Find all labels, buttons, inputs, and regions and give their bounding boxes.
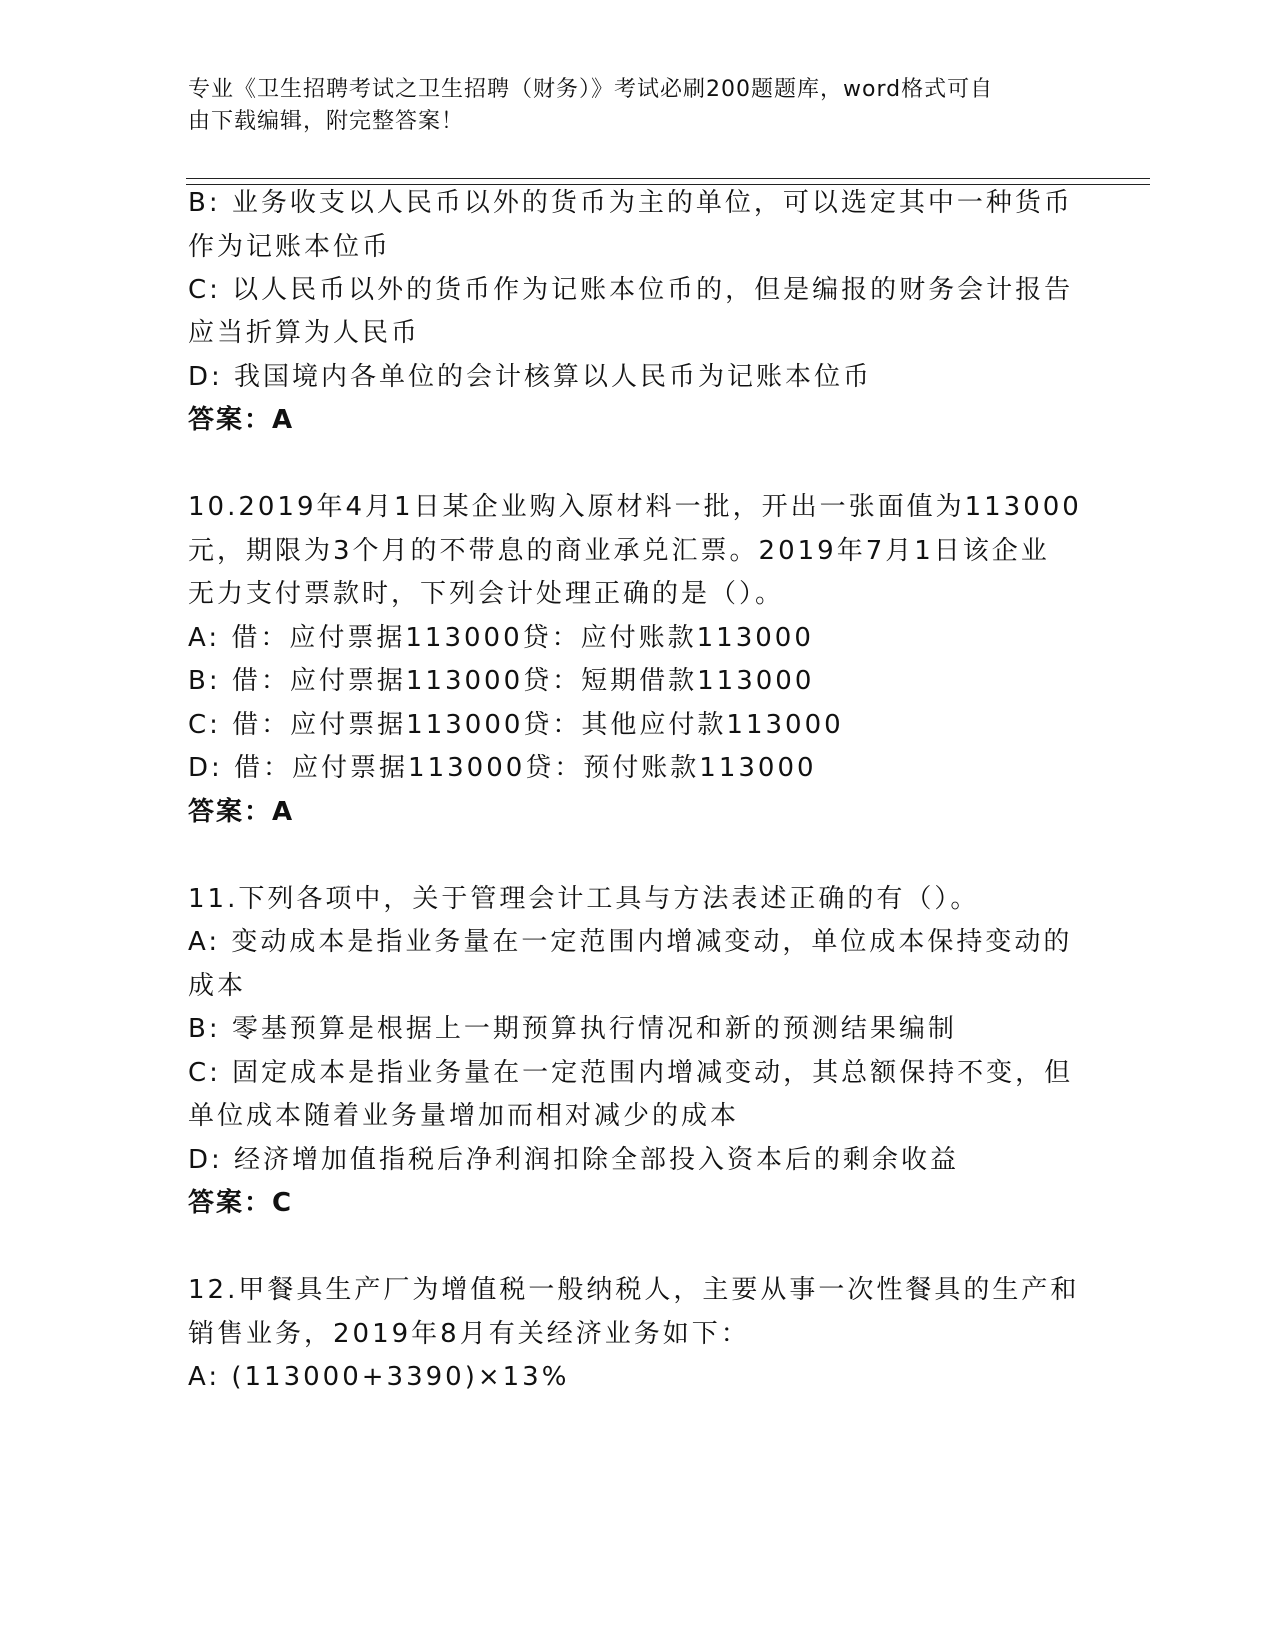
- q9-option-c-line-2: 应当折算为人民币: [188, 318, 421, 348]
- q11-option-c-line-2: 单位成本随着业务量增加而相对减少的成本: [188, 1101, 740, 1131]
- header-title-line-1: 专业《卫生招聘考试之卫生招聘（财务）》考试必刷200题题库，word格式可自: [188, 77, 994, 102]
- q11-option-d: D: 经济增加值指税后净利润扣除全部投入资本后的剩余收益: [188, 1145, 960, 1175]
- header-divider-bottom: [186, 184, 1150, 185]
- q10-option-b: B: 借：应付票据113000贷：短期借款113000: [188, 666, 815, 696]
- q11-option-a-line-2: 成本: [188, 971, 247, 1001]
- q10-stem-line-2: 元，期限为3个月的不带息的商业承兑汇票。2019年7月1日该企业: [188, 536, 1050, 566]
- q10-option-a: A: 借：应付票据113000贷：应付账款113000: [188, 623, 814, 653]
- header-title-line-2: 由下载编辑，附完整答案！: [188, 109, 465, 134]
- q10-option-d: D: 借：应付票据113000贷：预付账款113000: [188, 753, 817, 783]
- q12-stem-line-2: 销售业务，2019年8月有关经济业务如下：: [188, 1319, 750, 1349]
- q11-stem: 11.下列各项中，关于管理会计工具与方法表述正确的有（）。: [188, 884, 980, 914]
- q12-option-a: A: (113000+3390)×13%: [188, 1362, 570, 1392]
- q11-option-c-line-1: C: 固定成本是指业务量在一定范围内增减变动，其总额保持不变，但: [188, 1058, 1074, 1088]
- q9-answer: 答案：A: [188, 405, 295, 435]
- q9-option-c-line-1: C: 以人民币以外的货币作为记账本位币的，但是编报的财务会计报告: [188, 275, 1074, 305]
- q11-option-b: B: 零基预算是根据上一期预算执行情况和新的预测结果编制: [188, 1014, 957, 1044]
- q11-option-a-line-1: A: 变动成本是指业务量在一定范围内增减变动，单位成本保持变动的: [188, 927, 1073, 957]
- q10-answer: 答案：A: [188, 797, 295, 827]
- q10-option-c: C: 借：应付票据113000贷：其他应付款113000: [188, 710, 844, 740]
- q12-stem-line-1: 12.甲餐具生产厂为增值税一般纳税人，主要从事一次性餐具的生产和: [188, 1275, 1080, 1305]
- q11-answer: 答案：C: [188, 1188, 294, 1218]
- q10-stem-line-3: 无力支付票款时，下列会计处理正确的是（）。: [188, 579, 785, 609]
- q9-option-d: D: 我国境内各单位的会计核算以人民币为记账本位币: [188, 362, 873, 392]
- q9-option-b-line-2: 作为记账本位币: [188, 232, 392, 262]
- q10-stem-line-1: 10.2019年4月1日某企业购入原材料一批，开出一张面值为113000: [188, 492, 1082, 522]
- q9-option-b-line-1: B: 业务收支以人民币以外的货币为主的单位，可以选定其中一种货币: [188, 188, 1073, 218]
- header-divider-top: [186, 178, 1150, 179]
- document-header: [188, 74, 1068, 138]
